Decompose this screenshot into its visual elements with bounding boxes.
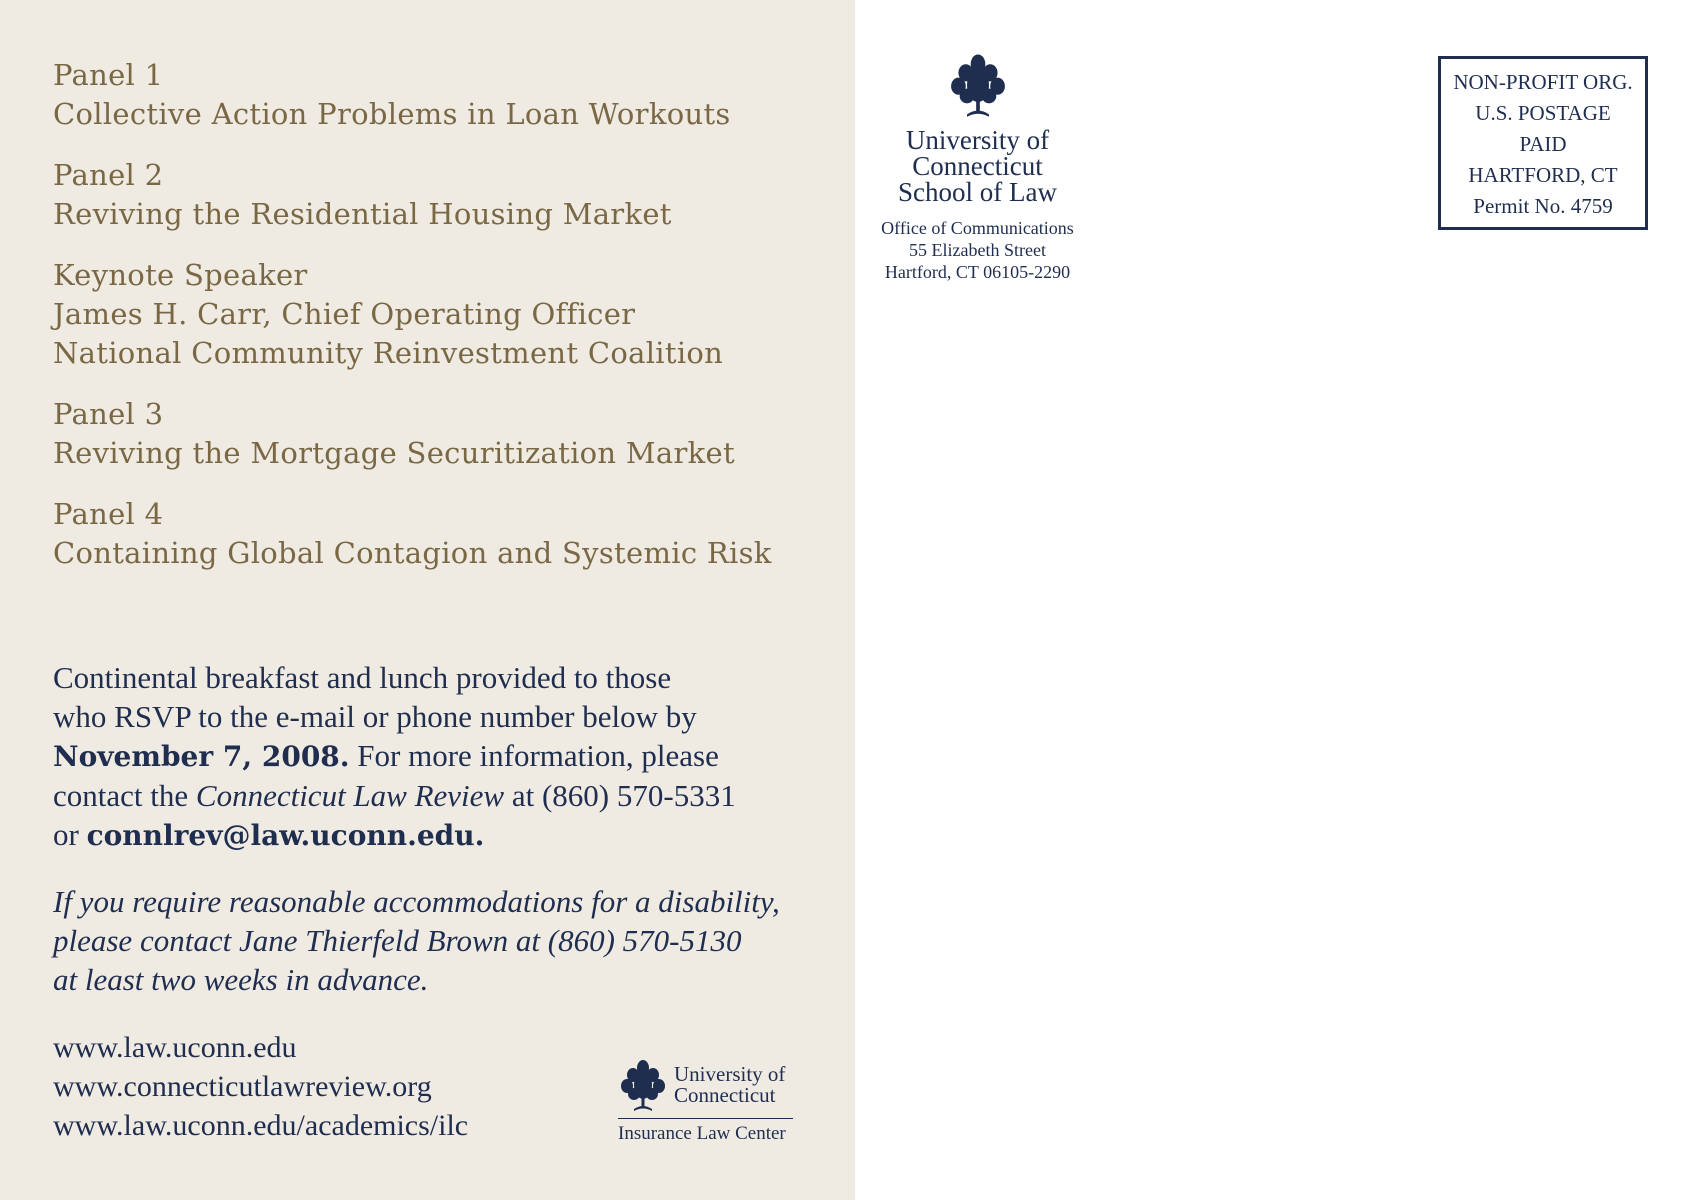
postage-indicia bbox=[1438, 56, 1648, 230]
rsvp-line-1: Continental breakfast and lunch provided to those bbox=[53, 660, 672, 695]
journal-name: Connecticut Law Review bbox=[195, 778, 505, 813]
ilc-name-line-1: University of bbox=[674, 1062, 786, 1086]
ilc-center-name: Insurance Law Center bbox=[618, 1123, 786, 1144]
rsvp-line-4 bbox=[53, 776, 843, 815]
office-address bbox=[855, 217, 1100, 283]
panel-1-title: Collective Action Problems in Loan Workouts bbox=[53, 97, 731, 131]
rsvp-line-2: who RSVP to the e-mail or phone number below by bbox=[53, 699, 697, 734]
rsvp-line-5 bbox=[53, 815, 843, 855]
panel-2-title: Reviving the Residential Housing Market bbox=[53, 197, 672, 231]
return-address bbox=[855, 52, 1100, 283]
accommodation-line-1: If you require reasonable accommodations for a disability, bbox=[53, 884, 780, 919]
office-street: 55 Elizabeth Street bbox=[909, 240, 1046, 260]
panel-3 bbox=[53, 395, 843, 473]
postage-line-1: NON-PROFIT ORG. bbox=[1453, 70, 1633, 94]
website-link-law-review[interactable]: www.connecticutlawreview.org bbox=[53, 1070, 432, 1103]
panel-3-title: Reviving the Mortgage Securitization Market bbox=[53, 436, 735, 470]
rsvp-line-3 bbox=[53, 736, 843, 776]
postage-line-5: Permit No. 4759 bbox=[1473, 194, 1613, 218]
school-name bbox=[855, 127, 1100, 205]
school-name-line-3: School of Law bbox=[898, 177, 1057, 207]
insurance-law-center-logo bbox=[618, 1058, 793, 1146]
keynote-heading: Keynote Speaker bbox=[53, 258, 308, 292]
ilc-logo-top bbox=[618, 1058, 793, 1112]
panel-3-heading: Panel 3 bbox=[53, 397, 164, 431]
panel-1-heading: Panel 1 bbox=[53, 58, 164, 92]
panel-1 bbox=[53, 56, 843, 134]
panel-4-heading: Panel 4 bbox=[53, 497, 164, 531]
office-city: Hartford, CT 06105-2290 bbox=[884, 262, 1071, 282]
oak-leaf-icon bbox=[947, 52, 1009, 118]
rsvp-phone: at (860) 570-5331 bbox=[504, 778, 736, 813]
office-name: Office of Communications bbox=[881, 218, 1074, 238]
website-link-law[interactable]: www.law.uconn.edu bbox=[53, 1031, 297, 1064]
accommodation-line-2: please contact Jane Thierfeld Brown at (860) 570-5130 bbox=[53, 923, 742, 958]
rsvp-email-link[interactable]: connlrev@law.uconn.edu. bbox=[86, 819, 485, 852]
program-schedule bbox=[53, 56, 843, 595]
keynote-organization: National Community Reinvestment Coalition bbox=[53, 336, 724, 370]
postage-line-3: PAID bbox=[1519, 132, 1567, 156]
accommodation-notice bbox=[53, 882, 843, 999]
postage-line-4: HARTFORD, CT bbox=[1468, 163, 1618, 187]
ilc-name-line-2: Connecticut bbox=[674, 1083, 776, 1107]
rsvp-info bbox=[53, 658, 843, 855]
website-list bbox=[53, 1028, 468, 1145]
ilc-university-name bbox=[674, 1064, 785, 1106]
keynote-speaker: James H. Carr, Chief Operating Officer bbox=[53, 297, 636, 331]
rsvp-deadline: November 7, 2008. bbox=[53, 740, 350, 773]
ilc-divider bbox=[618, 1118, 793, 1119]
keynote bbox=[53, 256, 843, 373]
accommodation-line-3: at least two weeks in advance. bbox=[53, 962, 429, 997]
rsvp-line-3-rest: For more information, please bbox=[349, 738, 719, 773]
rsvp-line-5-pre: or bbox=[53, 817, 87, 852]
website-link-ilc[interactable]: www.law.uconn.edu/academics/ilc bbox=[53, 1109, 469, 1142]
school-name-line-1: University of bbox=[905, 125, 1050, 155]
panel-2-heading: Panel 2 bbox=[53, 158, 164, 192]
panel-2 bbox=[53, 156, 843, 234]
rsvp-line-4-pre: contact the bbox=[53, 778, 196, 813]
panel-4-title: Containing Global Contagion and Systemic Risk bbox=[53, 536, 772, 570]
postage-line-2: U.S. POSTAGE bbox=[1475, 101, 1611, 125]
oak-leaf-icon bbox=[618, 1058, 668, 1112]
school-name-line-2: Connecticut bbox=[912, 151, 1043, 181]
panel-4 bbox=[53, 495, 843, 573]
